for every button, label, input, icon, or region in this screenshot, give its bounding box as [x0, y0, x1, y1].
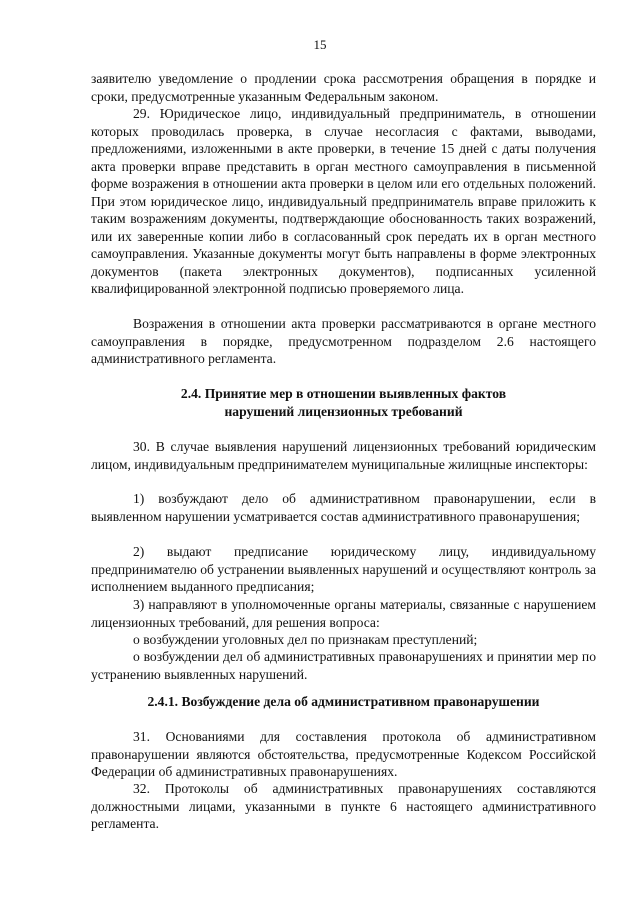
list-item-2: 2) выдают предписание юридическому лицу, индивидуальному предпринимателю об устранении выявленных нарушений и осуществляют контроль за исполнением выданного предписания;: [91, 544, 596, 594]
paragraph-29: 29. Юридическое лицо, индивидуальный предприниматель, в отношении которых проводилась проверка, в случае несогласия с фактами, выводами, предложениями, изложенными в акте проверки, в течение 15 дней с даты получения акта проверки вправе представить в орган местного самоуправления в письменной форме возражения в отношении акта проверки в целом или его отдельных положений. При этом юридическое лицо, индивидуальный предприниматель вправе приложить к таким возражениям документы, подтверждающие обоснованность таких возражений, или их заверенные копии либо в согласованный срок передать их в орган местного самоуправления. Указанные документы могут быть направлены в форме электронных документов (пакета электронных документов), подписанных усиленной квалифицированной электронной подписью проверяемого лица.: [91, 106, 596, 296]
heading-line: 2.4. Принятие мер в отношении выявленных фактов: [180, 386, 507, 401]
page-number: 15: [313, 37, 327, 52]
paragraph-32: 32. Протоколы об административных правонарушениях составляются должностными лицами, указанными в пункте 6 настоящего административного регламента.: [91, 781, 596, 831]
list-subitem-criminal: о возбуждении уголовных дел по признакам преступлений;: [133, 632, 478, 647]
section-heading-2-4: [91, 385, 596, 420]
paragraph-30: 30. В случае выявления нарушений лицензионных требований юридическим лицом, индивидуальным предпринимателем муниципальные жилищные инспекторы:: [91, 439, 596, 472]
heading-line: нарушений лицензионных требований: [224, 403, 463, 419]
heading-line: 2.4.1. Возбуждение дела об административном правонарушении: [147, 694, 540, 709]
paragraph-notice-continuation: заявителю уведомление о продлении срока рассмотрения обращения в порядке и сроки, предусмотренные указанным Федеральным законом.: [91, 71, 596, 104]
section-heading-2-4-1: [91, 693, 596, 711]
paragraph-objections: Возражения в отношении акта проверки рассматриваются в органе местного самоуправления в порядке, предусмотренном подразделом 2.6 настоящего административного регламента.: [91, 316, 596, 366]
paragraph-31: 31. Основаниями для составления протокола об административном правонарушении являются обстоятельства, предусмотренные Кодексом Российской Федерации об административных правонарушениях.: [91, 729, 596, 779]
list-item-3: 3) направляют в уполномоченные органы материалы, связанные с нарушением лицензионных требований, для решения вопроса:: [91, 597, 596, 630]
list-item-1: 1) возбуждают дело об административном правонарушении, если в выявленном нарушении усматривается состав административного правонарушения;: [91, 491, 596, 524]
list-subitem-administrative: о возбуждении дел об административных правонарушениях и принятии мер по устранению выявленных нарушений.: [91, 649, 596, 682]
